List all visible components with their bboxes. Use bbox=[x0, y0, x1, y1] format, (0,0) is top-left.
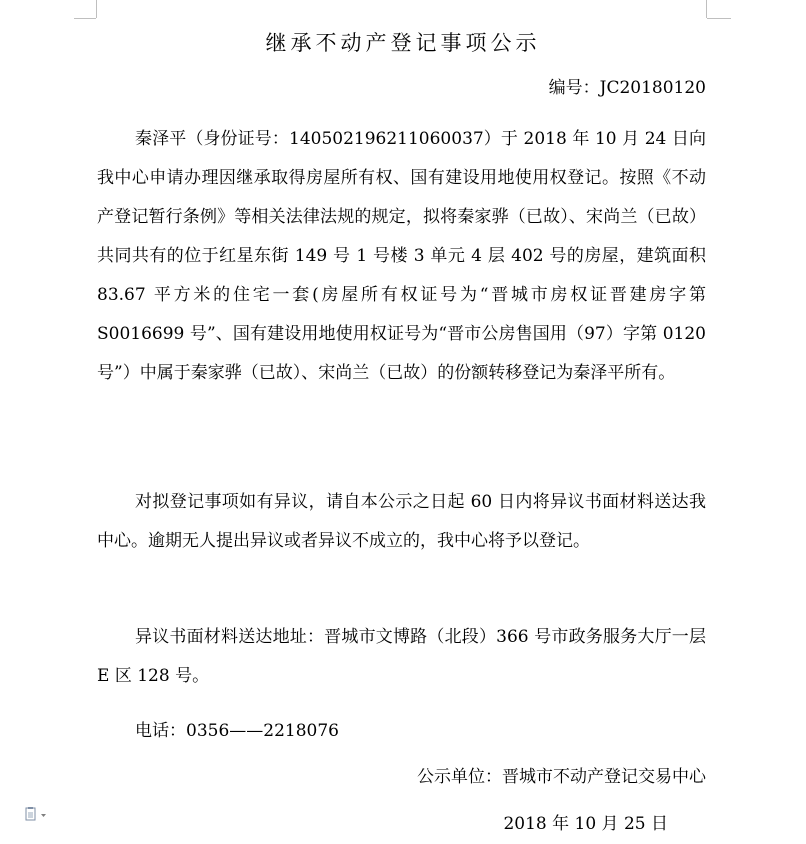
notice-date: 2018 年 10 月 25 日 bbox=[503, 814, 668, 834]
paste-options-icon[interactable] bbox=[24, 806, 50, 824]
crop-mark-top-left-horizontal bbox=[74, 18, 96, 19]
document-title: 继承不动产登记事项公示 bbox=[265, 31, 541, 55]
contact-phone: 电话：0356——2218076 bbox=[135, 721, 339, 741]
crop-mark-top-left-vertical bbox=[96, 0, 97, 18]
paragraph-application: 秦泽平（身份证号：140502196211060037）于 2018 年 10 月 24 日向我中心申请办理因继承取得房屋所有权、国有建设用地使用权登记。按照《不动产登记暂行条例》等相关法律法规的规定，拟将秦家骅（已故）、宋尚兰（已故）共同共有的位于红星东街 149 号 1 号楼 3 单元 4 层 402 号的房屋，建筑面积 83.67 平方米的住宅一套(房屋所有权证号为“晋城市房权证晋建房字第 S0016699 号”、国有建设用地使用权证号为“晋市公房售国用（97）字第 0120 号”）中属于秦家骅（已故）、宋尚兰（已故）的份额转移登记为秦泽平所有。 bbox=[97, 129, 706, 383]
paragraph-address: 异议书面材料送达地址：晋城市文博路（北段）366 号市政务服务大厅一层 E 区 128 号。 bbox=[97, 627, 706, 686]
paragraph-objection: 对拟登记事项如有异议，请自本公示之日起 60 日内将异议书面材料送达我中心。逾期无人提出异议或者异议不成立的，我中心将予以登记。 bbox=[97, 492, 706, 551]
document-number: 编号：JC20180120 bbox=[548, 78, 706, 98]
issuing-unit: 公示单位：晋城市不动产登记交易中心 bbox=[417, 767, 706, 787]
crop-mark-top-right-horizontal bbox=[707, 18, 731, 19]
crop-mark-top-right-vertical bbox=[706, 0, 707, 18]
